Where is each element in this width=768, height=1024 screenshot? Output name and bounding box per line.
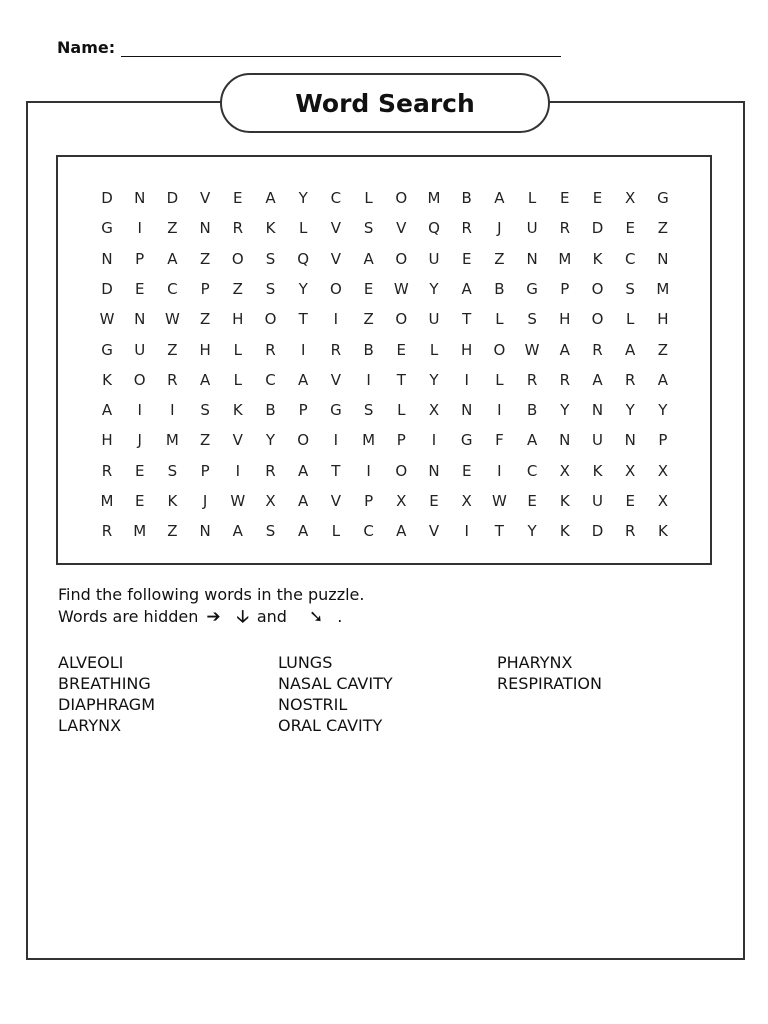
grid-letter[interactable]: I (464, 370, 469, 389)
grid-letter[interactable]: M (362, 431, 376, 450)
grid-letter[interactable]: O (395, 249, 408, 268)
grid-letter[interactable]: A (559, 340, 570, 359)
grid-letter[interactable]: Z (199, 431, 211, 450)
grid-letter[interactable]: I (300, 340, 306, 359)
grid-letter[interactable]: L (397, 401, 406, 420)
grid-letter[interactable]: A (396, 522, 407, 541)
grid-letter[interactable]: X (428, 401, 440, 420)
grid-letter[interactable]: T (298, 310, 308, 329)
grid-letter[interactable]: K (167, 492, 178, 510)
grid-letter[interactable]: T (396, 370, 406, 389)
grid-row (58, 274, 714, 304)
grid-letter[interactable]: X (625, 189, 636, 207)
grid-letter[interactable]: N (199, 219, 211, 238)
letter-grid (56, 155, 712, 565)
grid-letter[interactable]: Q (297, 249, 310, 268)
grid-letter[interactable]: L (429, 340, 439, 359)
grid-letter[interactable]: M (133, 522, 147, 541)
grid-letter[interactable]: H (461, 340, 473, 359)
grid-letter[interactable]: I (431, 431, 437, 450)
grid-letter[interactable]: Z (167, 219, 178, 238)
instructions-and: and (256, 607, 287, 626)
grid-letter[interactable]: R (592, 340, 603, 359)
grid-row (58, 183, 714, 213)
grid-letter[interactable]: I (366, 370, 371, 389)
grid-letter[interactable]: H (657, 310, 669, 329)
arrow-diagonal-icon: ➘ (308, 607, 324, 627)
grid-letter[interactable]: H (559, 310, 571, 329)
grid-letter[interactable]: A (232, 522, 243, 541)
grid-letter[interactable]: W (524, 340, 540, 359)
grid-letter[interactable]: O (395, 310, 408, 329)
grid-letter[interactable]: R (559, 370, 571, 389)
grid-letter[interactable]: Z (199, 310, 211, 329)
grid-letter[interactable]: X (461, 492, 472, 510)
grid-letter[interactable]: H (232, 310, 244, 329)
grid-letter[interactable]: Z (494, 249, 505, 268)
grid-letter[interactable]: Y (625, 401, 635, 420)
grid-letter[interactable]: Z (199, 249, 211, 268)
grid-letter[interactable]: P (560, 279, 570, 298)
grid-row (58, 516, 714, 546)
grid-letter[interactable]: I (497, 401, 502, 420)
grid-letter[interactable]: H (199, 340, 211, 359)
grid-letter[interactable]: T (331, 461, 341, 480)
grid-letter[interactable]: T (494, 522, 504, 541)
grid-letter[interactable]: B (363, 340, 374, 359)
grid-letter[interactable]: R (101, 522, 113, 541)
grid-letter[interactable]: V (330, 219, 342, 238)
grid-letter[interactable]: A (494, 189, 505, 207)
grid-letter[interactable]: U (134, 340, 146, 359)
grid-letter[interactable]: V (396, 219, 407, 238)
grid-letter[interactable]: V (330, 492, 342, 510)
grid-letter[interactable]: Y (560, 401, 570, 420)
grid-letter[interactable]: Q (428, 219, 440, 238)
grid-letter[interactable]: S (625, 279, 635, 298)
grid-letter[interactable]: I (366, 461, 371, 480)
grid-letter[interactable]: E (527, 492, 537, 510)
grid-letter[interactable]: I (170, 401, 175, 420)
grid-letter[interactable]: C (330, 189, 342, 207)
word-list-item: RESPIRATION (497, 674, 602, 693)
grid-letter[interactable]: C (167, 279, 178, 298)
grid-letter[interactable]: P (298, 401, 308, 420)
grid-letter[interactable]: O (231, 249, 244, 268)
grid-letter[interactable]: N (134, 310, 146, 329)
grid-letter[interactable]: C (526, 461, 538, 480)
grid-letter[interactable]: P (396, 431, 406, 450)
grid-letter[interactable]: O (133, 370, 146, 389)
grid-letter[interactable]: G (330, 401, 342, 420)
grid-letter[interactable]: K (592, 249, 603, 268)
grid-letter[interactable]: O (329, 279, 342, 298)
grid-letter[interactable]: A (592, 370, 603, 389)
grid-letter[interactable]: L (626, 310, 635, 329)
title-banner (220, 73, 550, 133)
grid-letter[interactable]: Z (657, 340, 669, 359)
grid-letter[interactable]: W (99, 310, 115, 329)
grid-letter[interactable]: X (559, 461, 570, 480)
grid-letter[interactable]: G (460, 431, 473, 450)
name-row (57, 37, 561, 57)
grid-letter[interactable]: N (461, 401, 473, 420)
grid-letter[interactable]: D (591, 219, 604, 238)
grid-letter[interactable]: L (299, 219, 308, 238)
grid-letter[interactable]: G (526, 279, 538, 298)
grid-letter[interactable]: A (363, 249, 374, 268)
grid-letter[interactable]: N (428, 461, 440, 480)
page-title: Word Search (295, 88, 475, 118)
grid-letter[interactable]: O (264, 310, 277, 329)
grid-letter[interactable]: N (101, 249, 113, 268)
grid-letter[interactable]: P (200, 461, 210, 480)
grid-letter[interactable]: R (232, 219, 244, 238)
arrow-right-icon: ➔ (206, 607, 221, 627)
grid-letter[interactable]: P (364, 492, 374, 510)
grid-letter[interactable]: K (265, 219, 276, 238)
grid-letter[interactable]: Z (232, 279, 243, 298)
grid-letter[interactable]: M (100, 492, 114, 510)
grid-letter[interactable]: E (461, 249, 472, 268)
grid-letter[interactable]: K (592, 461, 603, 480)
grid-letter[interactable]: E (592, 189, 603, 207)
grid-letter[interactable]: W (393, 279, 409, 298)
grid-letter[interactable]: Z (167, 522, 178, 541)
grid-letter[interactable]: S (265, 522, 276, 541)
grid-letter[interactable]: J (497, 219, 502, 238)
grid-letter[interactable]: E (134, 492, 145, 510)
grid-letter[interactable]: K (102, 370, 112, 389)
grid-letter[interactable]: A (199, 370, 211, 389)
grid-letter[interactable]: Z (167, 340, 178, 359)
grid-letter[interactable]: N (526, 249, 538, 268)
grid-letter[interactable]: R (330, 340, 342, 359)
grid-letter[interactable]: O (591, 310, 604, 329)
grid-letter[interactable]: O (297, 431, 310, 450)
grid-letter[interactable]: I (333, 310, 339, 329)
word-list-item: DIAPHRAGM (58, 695, 155, 714)
grid-letter[interactable]: R (624, 522, 636, 541)
grid-letter[interactable]: P (200, 279, 210, 298)
grid-letter[interactable]: U (592, 431, 603, 450)
grid-letter[interactable]: I (464, 522, 469, 541)
word-list-item: LUNGS (278, 653, 333, 672)
grid-row (58, 335, 714, 365)
grid-letter[interactable]: R (624, 370, 636, 389)
grid-letter[interactable]: O (395, 189, 408, 207)
grid-letter[interactable]: A (101, 401, 113, 420)
grid-letter[interactable]: Z (657, 219, 669, 238)
grid-letter[interactable]: O (493, 340, 506, 359)
word-list-item: PHARYNX (497, 653, 573, 672)
grid-letter[interactable]: F (495, 431, 504, 450)
grid-letter[interactable]: N (624, 431, 636, 450)
grid-letter[interactable]: E (429, 492, 439, 510)
grid-letter[interactable]: S (200, 401, 210, 420)
grid-letter[interactable]: A (298, 522, 309, 541)
grid-letter[interactable]: V (428, 522, 440, 541)
grid-letter[interactable]: A (298, 370, 309, 389)
grid-letter[interactable]: K (657, 522, 668, 541)
grid-row (58, 213, 714, 243)
grid-letter[interactable]: N (657, 249, 669, 268)
grid-letter[interactable]: N (591, 401, 604, 420)
grid-letter[interactable]: N (559, 431, 571, 450)
grid-letter[interactable]: R (559, 219, 571, 238)
instructions (58, 584, 364, 628)
arrow-down-icon: 🡣 (236, 607, 249, 627)
grid-letter[interactable]: S (265, 249, 276, 268)
grid-letter[interactable]: I (497, 461, 502, 480)
word-list-column-3 (497, 652, 602, 694)
grid-letter[interactable]: U (592, 492, 603, 510)
grid-letter[interactable]: P (658, 431, 668, 450)
grid-letter[interactable]: G (101, 219, 113, 238)
grid-letter[interactable]: E (625, 219, 635, 238)
grid-letter[interactable]: D (101, 189, 113, 207)
grid-letter[interactable]: X (657, 461, 669, 480)
grid-letter[interactable]: I (235, 461, 241, 480)
grid-letter[interactable]: K (232, 401, 243, 420)
grid-letter[interactable]: V (199, 189, 211, 207)
grid-letter[interactable]: S (527, 310, 537, 329)
grid-letter[interactable]: R (101, 461, 113, 480)
word-list-item: BREATHING (58, 674, 151, 693)
grid-letter[interactable]: R (265, 340, 276, 359)
word-list-item: NOSTRIL (278, 695, 348, 714)
instructions-line-1: Find the following words in the puzzle. (58, 585, 365, 604)
grid-letter[interactable]: Y (298, 189, 308, 207)
word-list-item: LARYNX (58, 716, 122, 735)
grid-row (58, 304, 714, 334)
instructions-line-2 (58, 606, 364, 628)
grid-letter[interactable]: Z (363, 310, 374, 329)
grid-letter[interactable]: R (265, 461, 276, 480)
grid-letter[interactable]: J (202, 492, 208, 510)
grid-letter[interactable]: K (559, 522, 570, 541)
grid-letter[interactable]: L (495, 370, 504, 389)
grid-letter[interactable]: V (330, 249, 342, 268)
grid-letter[interactable]: B (461, 189, 472, 207)
grid-letter[interactable]: V (232, 431, 243, 450)
grid-letter[interactable]: N (199, 522, 211, 541)
grid-letter[interactable]: M (656, 279, 670, 298)
word-list-column-1 (58, 652, 155, 736)
grid-letter[interactable]: C (363, 522, 374, 541)
grid-letter[interactable]: S (167, 461, 178, 480)
grid-letter[interactable]: E (134, 461, 145, 480)
grid-letter[interactable]: A (625, 340, 636, 359)
grid-letter[interactable]: E (560, 189, 570, 207)
grid-letter[interactable]: L (495, 310, 504, 329)
grid-letter[interactable]: E (233, 189, 243, 207)
grid-letter[interactable]: N (134, 189, 146, 207)
instructions-period: . (337, 607, 343, 626)
grid-letter[interactable]: U (428, 310, 440, 329)
word-list-column-2 (278, 652, 393, 736)
grid-row (58, 425, 714, 455)
grid-letter[interactable]: Y (658, 401, 668, 420)
grid-letter[interactable]: B (265, 401, 276, 420)
grid-letter[interactable]: A (461, 279, 472, 298)
name-label: Name: (57, 38, 116, 57)
grid-letter[interactable]: R (461, 219, 472, 238)
grid-letter[interactable]: Y (429, 370, 439, 389)
grid-letter[interactable]: E (134, 279, 145, 298)
grid-letter[interactable]: A (298, 461, 309, 480)
name-input-line[interactable] (121, 37, 561, 57)
grid-letter[interactable]: L (233, 340, 242, 359)
grid-letter[interactable]: S (265, 279, 276, 298)
grid-letter[interactable]: M (165, 431, 179, 450)
grid-letter[interactable]: A (265, 189, 276, 207)
grid-letter[interactable]: T (462, 310, 472, 329)
grid-row (58, 486, 714, 516)
grid-letter[interactable]: X (396, 492, 407, 510)
grid-letter[interactable]: S (363, 401, 374, 420)
grid-row (58, 456, 714, 486)
grid-letter[interactable]: O (395, 461, 408, 480)
grid-letter[interactable]: I (333, 431, 339, 450)
grid-letter[interactable]: L (527, 189, 537, 207)
grid-letter[interactable]: A (526, 431, 538, 450)
word-list-item: NASAL CAVITY (278, 674, 393, 693)
grid-letter[interactable]: C (265, 370, 276, 389)
grid-letter[interactable]: L (364, 189, 373, 207)
word-list-item: ALVEOLI (58, 653, 124, 672)
grid-letter[interactable]: R (526, 370, 538, 389)
grid-row (58, 244, 714, 274)
grid-letter[interactable]: E (396, 340, 407, 359)
grid-letter[interactable]: L (331, 522, 341, 541)
grid-letter[interactable]: E (461, 461, 472, 480)
grid-letter[interactable]: S (363, 219, 374, 238)
grid-letter[interactable]: M (427, 189, 441, 207)
instructions-prefix: Words are hidden (58, 607, 199, 626)
grid-letter[interactable]: X (657, 492, 669, 510)
grid-letter[interactable]: H (101, 431, 113, 450)
grid-letter[interactable]: O (591, 279, 604, 298)
grid-letter[interactable]: W (164, 310, 180, 329)
grid-letter[interactable]: Y (298, 279, 308, 298)
grid-letter[interactable]: B (526, 401, 538, 420)
grid-row (58, 365, 714, 395)
grid-letter[interactable]: Y (429, 279, 439, 298)
grid-letter[interactable]: W (491, 492, 507, 510)
grid-letter[interactable]: R (167, 370, 178, 389)
grid-letter[interactable]: D (101, 279, 113, 298)
grid-letter[interactable]: I (137, 401, 142, 420)
grid-letter[interactable]: X (265, 492, 276, 510)
grid-letter[interactable]: D (591, 522, 604, 541)
grid-letter[interactable]: J (137, 431, 142, 450)
grid-letter[interactable]: E (363, 279, 374, 298)
grid-letter[interactable]: M (558, 249, 572, 268)
grid-letter[interactable]: A (298, 492, 309, 510)
grid-letter[interactable]: W (230, 492, 246, 510)
grid-letter[interactable]: D (166, 189, 179, 207)
grid-letter[interactable]: A (167, 249, 178, 268)
grid-letter[interactable]: U (526, 219, 538, 238)
grid-letter[interactable]: X (625, 461, 636, 480)
grid-letter[interactable]: G (101, 340, 113, 359)
grid-letter[interactable]: G (657, 189, 669, 207)
grid-letter[interactable]: E (625, 492, 635, 510)
grid-letter[interactable]: A (657, 370, 669, 389)
grid-letter[interactable]: K (559, 492, 570, 510)
grid-letter[interactable]: Y (265, 431, 276, 450)
grid-letter[interactable]: U (428, 249, 440, 268)
word-list-item: ORAL CAVITY (278, 716, 383, 735)
grid-letter[interactable]: I (137, 219, 142, 238)
grid-letter[interactable]: V (330, 370, 342, 389)
grid-letter[interactable]: P (135, 249, 145, 268)
grid-letter[interactable]: Y (527, 522, 537, 541)
grid-letter[interactable]: C (624, 249, 636, 268)
grid-letter[interactable]: B (494, 279, 505, 298)
grid-row (58, 395, 714, 425)
grid-letter[interactable]: L (233, 370, 242, 389)
